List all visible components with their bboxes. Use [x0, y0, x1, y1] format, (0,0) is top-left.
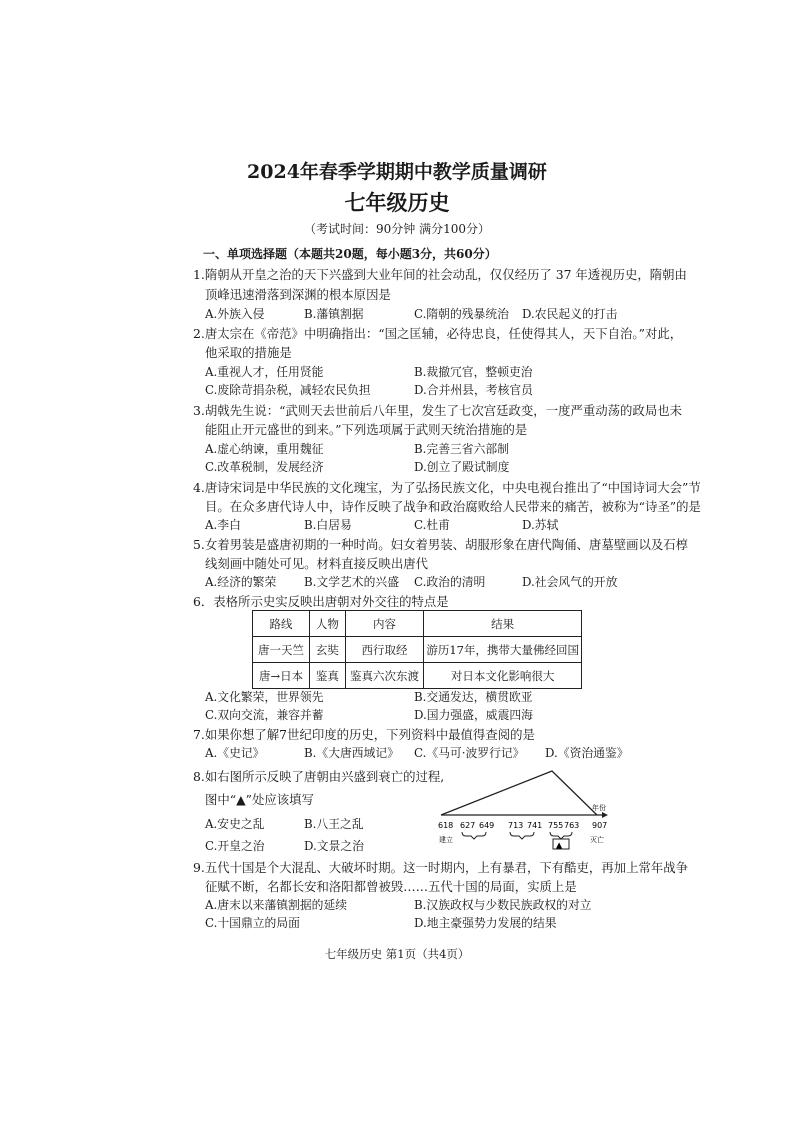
q5-option-a[interactable]: A.经济的繁荣 [205, 575, 277, 589]
q5-stem-line1: 5.女着男装是盛唐初期的一种时尚。妇女着男装、胡服形象在唐代陶俑、唐墓壁画以及石椁 [193, 537, 689, 552]
q8-stem-line1: 8.如右图所示反映了唐朝由兴盛到衰亡的过程, [193, 769, 445, 784]
table-header-cell: 结果 [424, 611, 582, 637]
q9-option-b[interactable]: B.汉族政权与少数民族政权的对立 [414, 898, 592, 912]
table-cell: 唐一天竺 [253, 637, 310, 663]
q4-option-a[interactable]: A.李白 [205, 518, 241, 532]
q1-option-c[interactable]: C.隋朝的残暴统治 [414, 307, 509, 321]
q6-option-c[interactable]: C.双向交流，兼容并蓄 [205, 708, 324, 722]
q7-option-d[interactable]: D.《资治通鉴》 [545, 746, 629, 760]
q4-stem-line1: 4.唐诗宋词是中华民族的文化瑰宝，为了弘扬民族文化，中央电视台推出了“中国诗词大会”节 [193, 480, 701, 495]
q7-option-c[interactable]: C.《马可·波罗行记》 [414, 746, 525, 760]
q9-stem-line2: 征赋不断，名都长安和洛阳都曾被毁……五代十国的局面，实质上是 [205, 879, 577, 894]
q5-option-b[interactable]: B.文学艺术的兴盛 [304, 575, 399, 589]
q2-stem-line2: 他采取的措施是 [205, 345, 292, 360]
q3-stem-line2: 能阻止开元盛世的到来。”下列选项属于武则天统治措施的是 [205, 422, 528, 437]
subject-title: 七年级历史 [344, 190, 450, 215]
table-cell: 游历17年，携带大量佛经回国 [424, 637, 582, 663]
q9-option-a[interactable]: A.唐末以来藩镇割据的延续 [205, 898, 348, 912]
q7-option-b[interactable]: B.《大唐西域记》 [304, 746, 399, 760]
q1-option-d[interactable]: D.农民起义的打击 [522, 307, 618, 321]
q3-option-d[interactable]: D.创立了殿试制度 [414, 460, 510, 474]
table-cell: 鉴真六次东渡 [345, 663, 424, 689]
tick-label: 627 [460, 821, 476, 830]
q3-stem-line1: 3.胡戟先生说：“武则天去世前后八年里，发生了七次宫廷政变，一度严重动荡的政局也未 [193, 403, 682, 418]
section-heading: 一、单项选择题（本题共20题，每小题3分，共60分） [203, 247, 497, 261]
q4-stem-line2: 目。在众多唐代诗人中，诗作反映了战争和政治腐败给人民带来的痛苦，被称为“诗圣”的是 [205, 499, 701, 514]
q9-option-c[interactable]: C.十国鼎立的局面 [205, 916, 300, 930]
q4-option-b[interactable]: B.白居易 [304, 518, 352, 532]
table-cell: 唐→日本 [253, 663, 310, 689]
period-brace [510, 832, 534, 839]
table-header-cell: 路线 [253, 611, 310, 637]
q9-option-d[interactable]: D.地主豪强势力发展的结果 [414, 916, 557, 930]
tick-label: 755 [548, 821, 564, 830]
q2-stem-line1: 2.唐太宗在《帝范》中明确指出：“国之匡辅，必待忠良，任使得其人，天下自治。”对此， [193, 326, 683, 341]
table-header-cell: 内容 [345, 611, 424, 637]
q1-option-b[interactable]: B.藩镇割据 [304, 307, 364, 321]
q5-option-c[interactable]: C.政治的清明 [414, 575, 486, 589]
q8-option-d[interactable]: D.文景之治 [304, 839, 364, 853]
q6-option-d[interactable]: D.国力强盛，威震四海 [414, 708, 533, 722]
table-header-row [253, 611, 582, 637]
page-footer: 七年级历史 第1页（共4页） [324, 947, 470, 961]
table-cell: 对日本文化影响很大 [424, 663, 582, 689]
axis-label: 年份 [592, 804, 606, 812]
q5-stem-line2: 线刻画中随处可见。材料直接反映出唐代 [205, 556, 429, 571]
q8-stem-line2: 图中“▲”处应该填写 [205, 792, 314, 807]
tick-label: 741 [527, 821, 543, 830]
table-cell: 玄奘 [310, 637, 345, 663]
table-cell: 西行取经 [345, 637, 424, 663]
q2-option-d[interactable]: D.合并州县，考核官员 [414, 383, 533, 397]
rise-fall-line [441, 771, 597, 815]
q5-option-d[interactable]: D.社会风气的开放 [522, 575, 618, 589]
q1-option-a[interactable]: A.外族入侵 [205, 307, 265, 321]
start-label: 建立 [439, 836, 453, 844]
q1-stem-line1: 1.隋朝从开皇之治的天下兴盛到大业年间的社会动乱，仅仅经历了 37 年透视历史，隋朝由 [193, 267, 687, 282]
q6-option-b[interactable]: B.交通发达，横贯欧亚 [414, 690, 533, 704]
q2-option-b[interactable]: B.裁撤冗官，整顿吏治 [414, 365, 533, 379]
q7-stem-line1: 7.如果你想了解7世纪印度的历史，下列资料中最值得查阅的是 [193, 727, 535, 742]
tick-label: 618 [438, 821, 454, 830]
table-header-cell: 人物 [310, 611, 345, 637]
tick-label: 907 [592, 821, 608, 830]
q3-option-a[interactable]: A.虚心纳谏，重用魏征 [205, 442, 324, 456]
table-cell: 鉴真 [310, 663, 345, 689]
tick-label: 713 [508, 821, 524, 830]
q3-option-b[interactable]: B.完善三省六部制 [414, 442, 509, 456]
end-label: 灭亡 [590, 836, 604, 844]
q4-option-c[interactable]: C.杜甫 [414, 518, 450, 532]
q7-option-a[interactable]: A.《史记》 [205, 746, 265, 760]
axis-arrow [602, 812, 608, 818]
table-row [253, 637, 582, 663]
q8-option-c[interactable]: C.开皇之治 [205, 839, 265, 853]
tick-label: 763 [564, 821, 580, 830]
q2-option-c[interactable]: C.废除苛捐杂税，减轻农民负担 [205, 383, 371, 397]
q9-stem-line1: 9.五代十国是个大混乱、大破坏时期。这一时期内，上有暴君，下有酷吏，再加上常年战争 [193, 860, 689, 875]
tick-label: 649 [479, 821, 495, 830]
q2-option-a[interactable]: A.重视人才，任用贤能 [205, 365, 324, 379]
exam-title: 2024年春季学期期中教学质量调研 [247, 161, 547, 183]
q6-option-a[interactable]: A.文化繁荣，世界领先 [205, 690, 324, 704]
exam-info: （考试时间：90分钟 满分100分） [304, 222, 490, 236]
q8-option-b[interactable]: B.八王之乱 [304, 817, 364, 831]
q6-table [252, 610, 582, 689]
period-brace [462, 832, 486, 839]
q6-stem-line1: 6．表格所示史实反映出唐朝对外交往的特点是 [193, 594, 449, 609]
table-row [253, 663, 582, 689]
period-brace [550, 832, 572, 839]
triangle-marker: ▲ [556, 840, 563, 850]
q8-timeline-diagram [432, 762, 610, 852]
q1-stem-line2: 顶峰迅速滑落到深渊的根本原因是 [205, 287, 391, 302]
q4-option-d[interactable]: D.苏轼 [522, 518, 559, 532]
q8-option-a[interactable]: A.安史之乱 [205, 817, 265, 831]
q3-option-c[interactable]: C.改革税制，发展经济 [205, 460, 324, 474]
